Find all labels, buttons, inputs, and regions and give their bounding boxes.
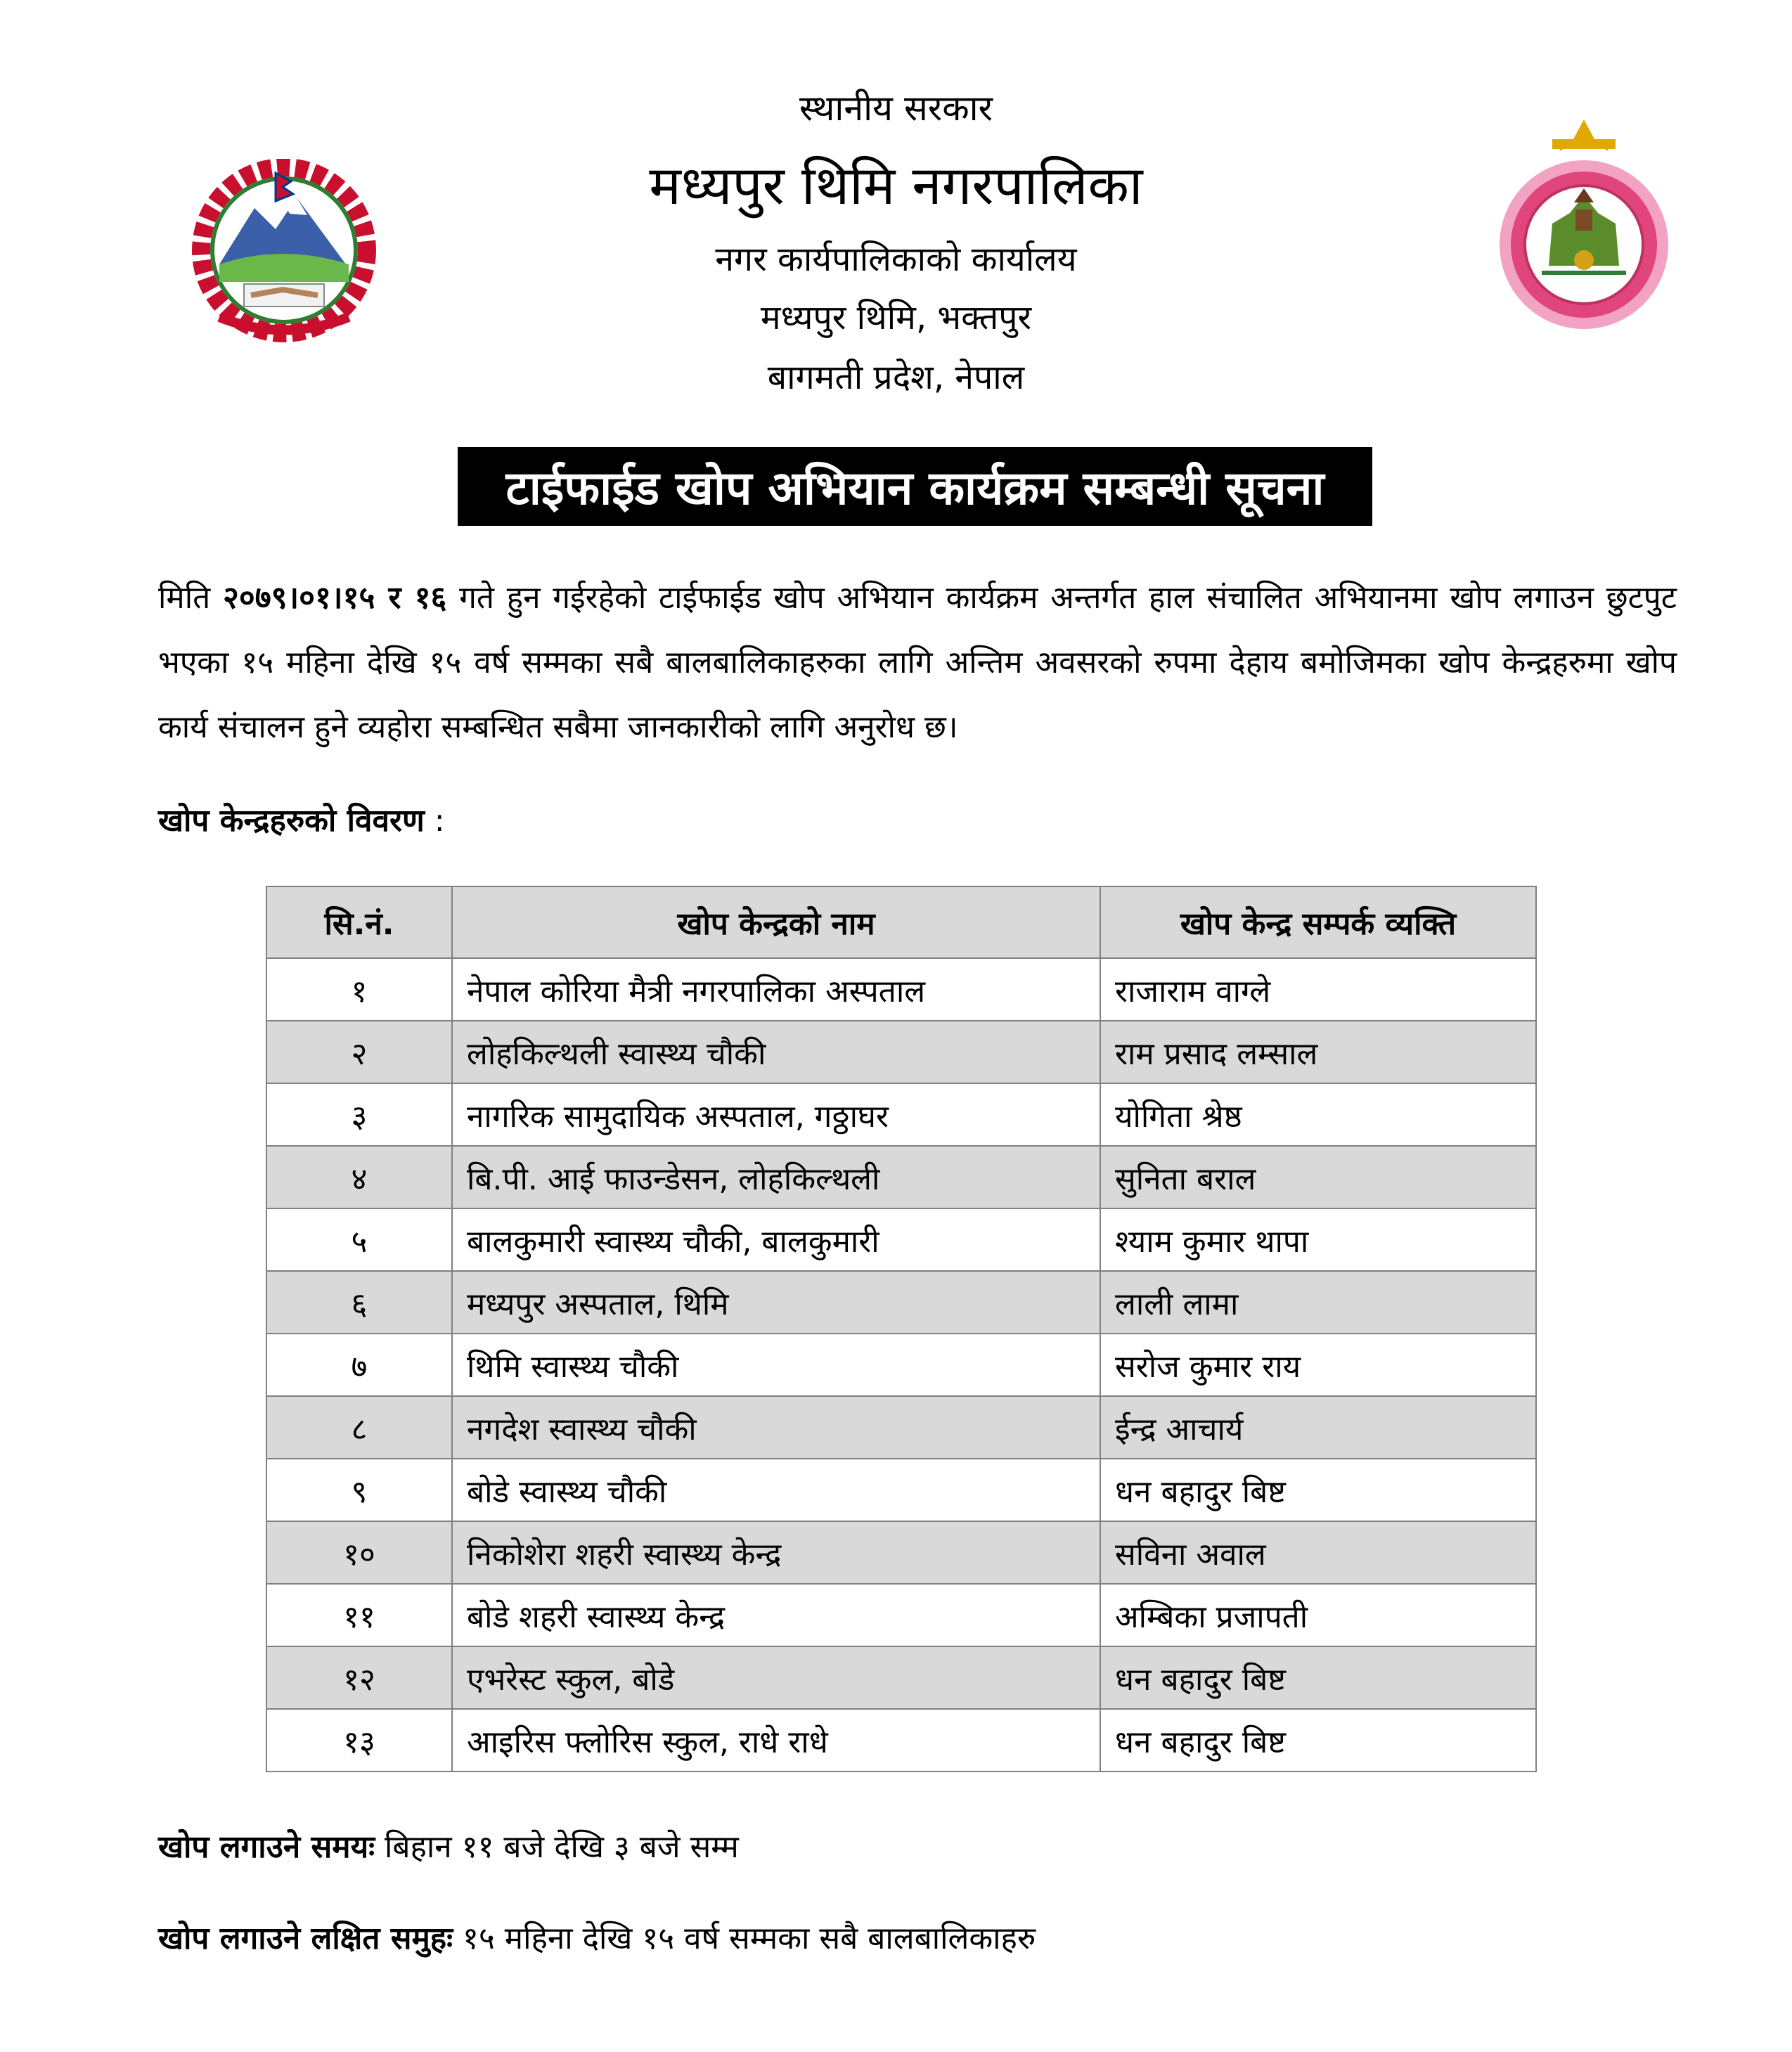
header-serial: सि.नं.: [266, 886, 452, 958]
header-center-name: खोप केन्द्रको नाम: [452, 886, 1100, 958]
target-group: [158, 1916, 1036, 1958]
local-government-label: स्थानीय सरकार: [799, 88, 993, 129]
contact-person-cell: अम्बिका प्रजापती: [1100, 1584, 1536, 1646]
contact-person-cell: धन बहादुर बिष्ट: [1100, 1459, 1536, 1521]
contact-person-cell: लाली लामा: [1100, 1271, 1536, 1334]
contact-person-cell: योगिता श्रेष्ठ: [1100, 1083, 1536, 1146]
serial-cell: २: [266, 1021, 452, 1083]
center-name-cell: नगदेश स्वास्थ्य चौकी: [452, 1396, 1100, 1459]
details-heading: [158, 798, 445, 840]
table-row: [266, 1146, 1536, 1208]
table-row: [266, 958, 1536, 1021]
table-header-row: [266, 886, 1536, 958]
time-value: बिहान ११ बजे देखि ३ बजे सम्म: [375, 1829, 739, 1865]
center-name-cell: निकोशेरा शहरी स्वास्थ्य केन्द्र: [452, 1521, 1100, 1584]
serial-cell: ६: [266, 1271, 452, 1334]
details-heading-label: खोप केन्द्रहरुको विवरण: [158, 803, 425, 839]
vaccination-centers-table: [266, 886, 1537, 1772]
header-contact-person: खोप केन्द्र सम्पर्क व्यक्ति: [1100, 886, 1536, 958]
table-row: [266, 1208, 1536, 1271]
target-value: १५ महिना देखि १५ वर्ष सम्मका सबै बालबालिकाहरु: [453, 1921, 1036, 1956]
center-name-cell: बि.पी. आई फाउन्डेसन, लोहकिल्थली: [452, 1146, 1100, 1208]
center-name-cell: थिमि स्वास्थ्य चौकी: [452, 1334, 1100, 1396]
table-row: [266, 1334, 1536, 1396]
center-name-cell: बोडे स्वास्थ्य चौकी: [452, 1459, 1100, 1521]
serial-cell: ५: [266, 1208, 452, 1271]
target-label: खोप लगाउने लक्षित समुहः: [158, 1921, 453, 1956]
serial-cell: ४: [266, 1146, 452, 1208]
contact-person-cell: ईन्द्र आचार्य: [1100, 1396, 1536, 1459]
time-label: खोप लगाउने समयः: [158, 1829, 375, 1865]
address-line-1: मध्यपुर थिमि, भक्तपुर: [760, 298, 1032, 337]
contact-person-cell: राजाराम वाग्ले: [1100, 958, 1536, 1021]
contact-person-cell: धन बहादुर बिष्ट: [1100, 1709, 1536, 1772]
serial-cell: १०: [266, 1521, 452, 1584]
table-row: [266, 1271, 1536, 1334]
center-name-cell: एभरेस्ट स्कुल, बोडे: [452, 1646, 1100, 1709]
serial-cell: ३: [266, 1083, 452, 1146]
contact-person-cell: श्याम कुमार थापा: [1100, 1208, 1536, 1271]
madhyapur-thimi-logo-icon: [1496, 118, 1672, 330]
center-name-cell: मध्यपुर अस्पताल, थिमि: [452, 1271, 1100, 1334]
intro-prefix: मिति: [158, 580, 211, 616]
table-row: [266, 1396, 1536, 1459]
contact-person-cell: सुनिता बराल: [1100, 1146, 1536, 1208]
serial-cell: १२: [266, 1646, 452, 1709]
serial-cell: ८: [266, 1396, 452, 1459]
contact-person-cell: धन बहादुर बिष्ट: [1100, 1646, 1536, 1709]
center-name-cell: लोहकिल्थली स्वास्थ्य चौकी: [452, 1021, 1100, 1083]
table-row: [266, 1646, 1536, 1709]
intro-date: २०७९।०१।१५ र १६: [222, 580, 447, 616]
intro-body: गते हुन गईरहेको टाईफाईड खोप अभियान कार्यक्रम अन्तर्गत हाल संचालित अभियानमा खोप लगाउन छुटपुट भएका १५ महिना देखि १५ वर्ष सम्मका सबै बालबालिकाहरुका लागि अन्तिम अवसरको रुपमा देहाय बमोजिमका खोप केन्द्रहरुमा खोप कार्य संचालन हुने व्यहोरा सम्बन्धित सबैमा जानकारीको लागि अनुरोध छ।: [158, 580, 1677, 745]
nepal-government-emblem-icon: [177, 159, 391, 343]
table-row: [266, 1083, 1536, 1146]
notice-title: टाईफाईड खोप अभियान कार्यक्रम सम्बन्धी सूचना: [458, 447, 1372, 526]
serial-cell: ७: [266, 1334, 452, 1396]
serial-cell: ११: [266, 1584, 452, 1646]
address-line-2: बागमती प्रदेश, नेपाल: [767, 358, 1025, 397]
center-name-cell: बोडे शहरी स्वास्थ्य केन्द्र: [452, 1584, 1100, 1646]
contact-person-cell: सविना अवाल: [1100, 1521, 1536, 1584]
contact-person-cell: सरोज कुमार राय: [1100, 1334, 1536, 1396]
serial-cell: १३: [266, 1709, 452, 1772]
office-name: नगर कार्यपालिकाको कार्यालय: [715, 240, 1077, 279]
intro-paragraph: [158, 566, 1677, 760]
center-name-cell: नागरिक सामुदायिक अस्पताल, गठ्ठाघर: [452, 1083, 1100, 1146]
table-row: [266, 1709, 1536, 1772]
details-heading-colon: :: [424, 803, 445, 839]
table-row: [266, 1521, 1536, 1584]
table-row: [266, 1021, 1536, 1083]
vaccination-time: [158, 1824, 739, 1866]
center-name-cell: बालकुमारी स्वास्थ्य चौकी, बालकुमारी: [452, 1208, 1100, 1271]
table-row: [266, 1459, 1536, 1521]
center-name-cell: आइरिस फ्लोरिस स्कुल, राधे राधे: [452, 1709, 1100, 1772]
contact-person-cell: राम प्रसाद लम्साल: [1100, 1021, 1536, 1083]
center-name-cell: नेपाल कोरिया मैत्री नगरपालिका अस्पताल: [452, 958, 1100, 1021]
municipality-name: मध्यपुर थिमि नगरपालिका: [649, 154, 1143, 217]
table-row: [266, 1584, 1536, 1646]
serial-cell: ९: [266, 1459, 452, 1521]
serial-cell: १: [266, 958, 452, 1021]
